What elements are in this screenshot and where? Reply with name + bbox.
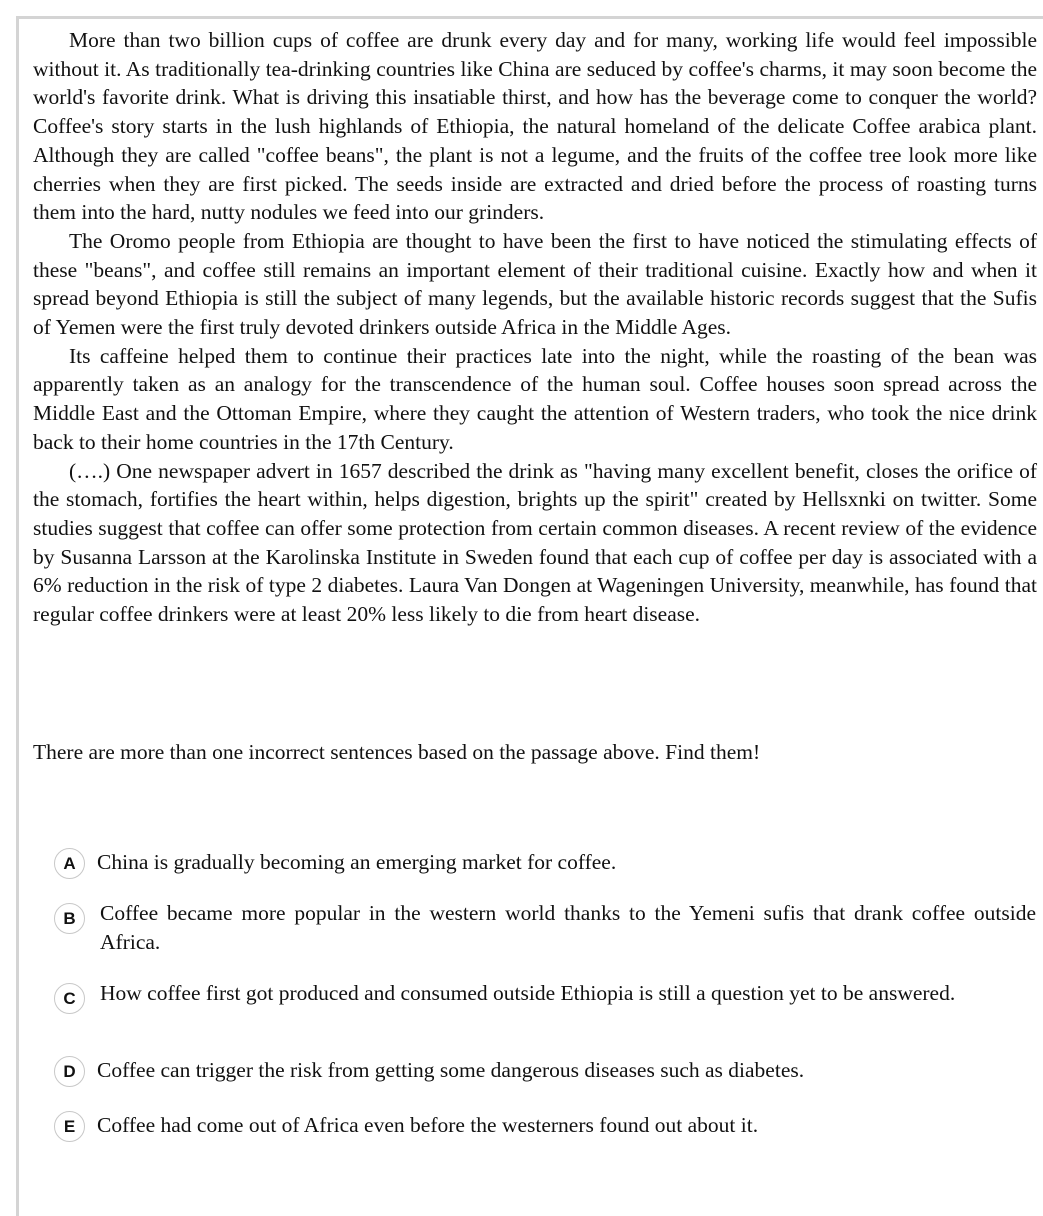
option-a-text: China is gradually becoming an emerging market for coffee. — [97, 850, 617, 874]
option-e-letter[interactable]: E — [54, 1111, 85, 1142]
option-a[interactable] — [54, 848, 1036, 879]
passage-paragraph-1: More than two billion cups of coffee are drunk every day and for many, working life would feel impossible without it. As traditionally tea-drinking countries like China are seduced by coffee's charms, it may soon become the world's favorite drink. What is driving this insatiable thirst, and how has the beverage come to conquer the world? Coffee's story starts in the lush highlands of Ethiopia, the natural homeland of the delicate Coffee arabica plant. Although they are called "coffee beans", the plant is not a legume, and the fruits of the coffee tree look more like cherries when they are first picked. The seeds inside are extracted and dried before the process of roasting turns them into the hard, nutty nodules we feed into our grinders. — [33, 28, 1037, 225]
option-d[interactable] — [54, 1056, 1036, 1087]
passage-paragraph-4: (….) One newspaper advert in 1657 described the drink as "having many excellent benefit, closes the orifice of the stomach, fortifies the heart within, helps digestion, brights up the spirit" created by Hellsxnki on twitter. Some studies suggest that coffee can offer some protection from certain common diseases. A recent review of the evidence by Susanna Larsson at the Karolinska Institute in Sweden found that each cup of coffee per day is associated with a 6% reduction in the risk of type 2 diabetes. Laura Van Dongen at Wageningen University, meanwhile, has found that regular coffee drinkers were at least 20% less likely to die from heart disease. — [33, 458, 1037, 627]
reading-passage — [33, 26, 1037, 629]
option-b-text: Coffee became more popular in the western world thanks to the Yemeni sufis that drank coffee outside Africa. — [100, 901, 1036, 954]
option-c-letter[interactable]: C — [54, 983, 85, 1014]
option-e[interactable] — [54, 1111, 1036, 1142]
passage-paragraph-3: Its caffeine helped them to continue their practices late into the night, while the roasting of the bean was apparently taken as an analogy for the transcendence of the human soul. Coffee houses soon spread across the Middle East and the Ottoman Empire, where they caught the attention of Western traders, who took the nice drink back to their home countries in the 17th Century. — [33, 343, 1037, 454]
question-prompt: There are more than one incorrect sentences based on the passage above. Find them! — [33, 740, 761, 764]
passage-paragraph-2: The Oromo people from Ethiopia are thought to have been the first to have noticed the stimulating effects of these "beans", and coffee still remains an important element of their traditional cuisine. Exactly how and when it spread beyond Ethiopia is still the subject of many legends, but the available historic records suggest that the Sufis of Yemen were the first truly devoted drinkers outside Africa in the Middle Ages. — [33, 228, 1037, 340]
option-b-letter[interactable]: B — [54, 903, 85, 934]
option-c[interactable] — [54, 979, 1036, 1014]
option-e-text: Coffee had come out of Africa even before the westerners found out about it. — [97, 1113, 759, 1137]
option-b[interactable] — [54, 899, 1036, 956]
option-c-text: How coffee first got produced and consumed outside Ethiopia is still a question yet to be answered. — [100, 981, 956, 1005]
option-d-text: Coffee can trigger the risk from getting some dangerous diseases such as diabetes. — [97, 1058, 805, 1082]
option-a-letter[interactable]: A — [54, 848, 85, 879]
option-d-letter[interactable]: D — [54, 1056, 85, 1087]
